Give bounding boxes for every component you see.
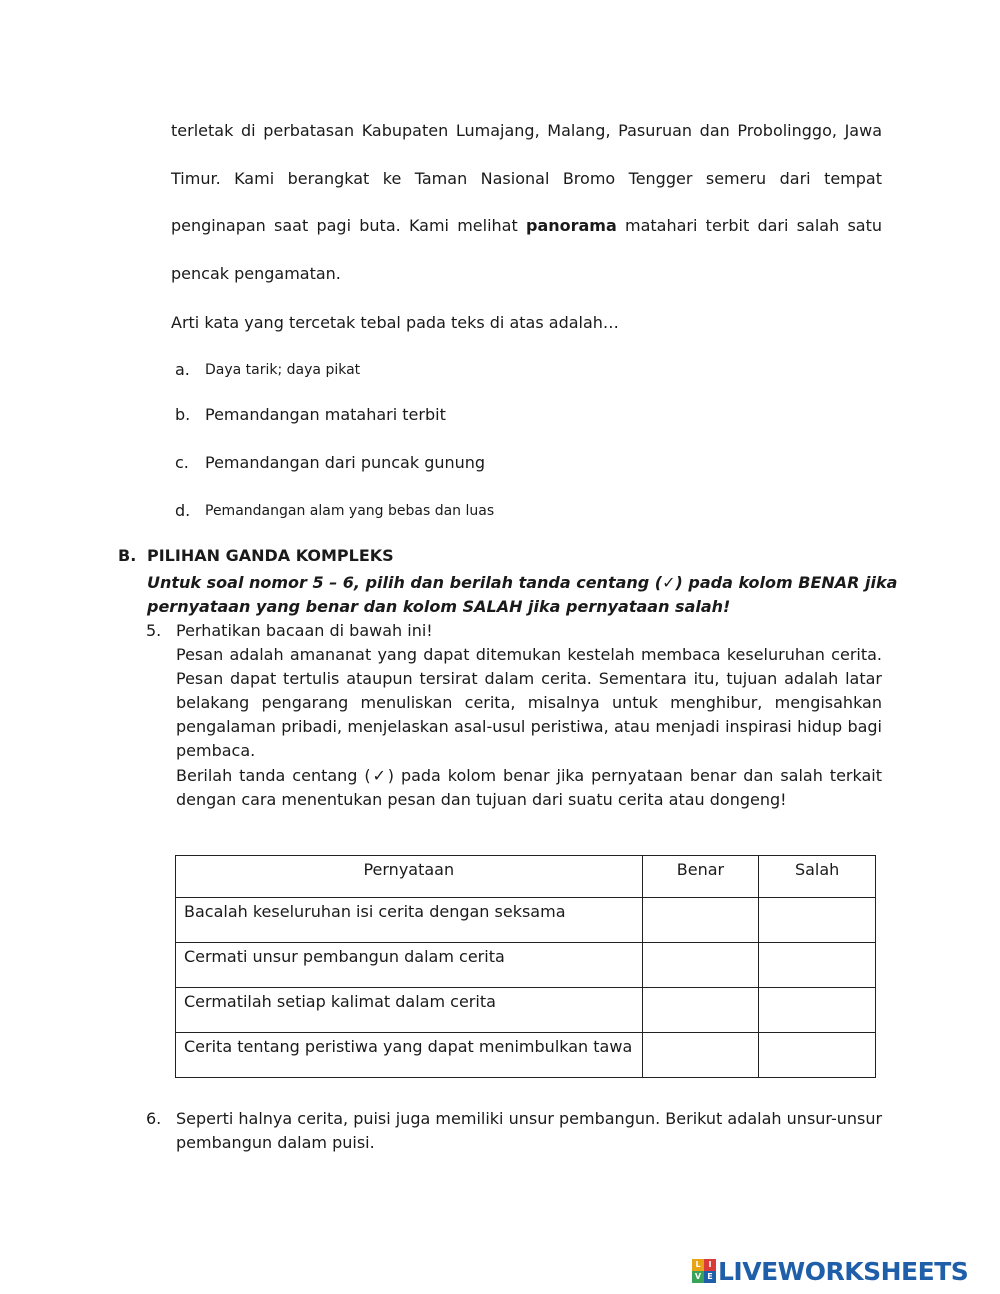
salah-checkbox-cell[interactable] (759, 1033, 876, 1078)
header-salah: Salah (759, 856, 876, 898)
liveworksheets-logo (692, 1256, 968, 1286)
section-instruction-line-1: Untuk soal nomor 5 – 6, pilih dan berilah tanda centang (✓) pada kolom BENAR jika (147, 573, 898, 592)
table-header-row (176, 856, 876, 898)
question-5-line: dengan cara menentukan pesan dan tujuan dari suatu cerita atau dongeng! (176, 790, 787, 809)
header-pernyataan: Pernyataan (176, 856, 643, 898)
statement-table (175, 855, 876, 1078)
question-5-line: Perhatikan bacaan di bawah ini! (176, 621, 433, 640)
question-5-line: pengalaman pribadi, menjelaskan asal-usul peristiwa, atau menjadi inspirasi hidup bagi (176, 717, 882, 736)
question-5-line: Pesan adalah amananat yang dapat ditemukan kestelah membaca keseluruhan cerita. (176, 645, 882, 664)
bold-word: panorama (525, 216, 617, 235)
question-4-prompt: Arti kata yang tercetak tebal pada teks di atas adalah… (171, 313, 619, 332)
option-b-text[interactable]: Pemandangan matahari terbit (205, 405, 446, 424)
salah-checkbox-cell[interactable] (759, 943, 876, 988)
option-d-letter: d. (175, 501, 191, 520)
section-instruction-line-2: pernyataan yang benar dan kolom SALAH jika pernyataan salah! (147, 597, 731, 616)
header-benar: Benar (642, 856, 759, 898)
passage-line-3 (171, 216, 882, 235)
option-c-text[interactable]: Pemandangan dari puncak gunung (205, 453, 486, 472)
section-title: PILIHAN GANDA KOMPLEKS (147, 546, 394, 565)
logo-mark-letter: V (692, 1271, 704, 1283)
option-c-letter: c. (175, 453, 189, 472)
statement-cell: Cermatilah setiap kalimat dalam cerita (176, 988, 643, 1033)
question-5-number: 5. (146, 621, 162, 640)
option-a-text[interactable]: Daya tarik; daya pikat (205, 362, 361, 378)
logo-mark-letter: I (704, 1259, 716, 1271)
statement-cell: Bacalah keseluruhan isi cerita dengan seksama (176, 898, 643, 943)
statement-cell: Cerita tentang peristiwa yang dapat menimbulkan tawa (176, 1033, 643, 1078)
table-row (176, 898, 876, 943)
table-row (176, 943, 876, 988)
question-5-line: Berilah tanda centang (✓) pada kolom benar jika pernyataan benar dan salah terkait (176, 766, 882, 785)
option-b-letter: b. (175, 405, 191, 424)
table-row (176, 988, 876, 1033)
benar-checkbox-cell[interactable] (642, 943, 759, 988)
passage-line-4: pencak pengamatan. (171, 264, 341, 283)
question-6-number: 6. (146, 1109, 162, 1128)
benar-checkbox-cell[interactable] (642, 898, 759, 943)
question-5-line: pembaca. (176, 741, 256, 760)
logo-text: LIVEWORKSHEETS (718, 1256, 969, 1286)
logo-mark-icon (692, 1259, 716, 1283)
salah-checkbox-cell[interactable] (759, 988, 876, 1033)
passage-line-1: terletak di perbatasan Kabupaten Lumajang, Malang, Pasuruan dan Probolinggo, Jawa (171, 121, 882, 140)
benar-checkbox-cell[interactable] (642, 1033, 759, 1078)
passage-text: matahari terbit dari salah satu (616, 216, 882, 235)
statement-cell: Cermati unsur pembangun dalam cerita (176, 943, 643, 988)
option-d-text[interactable]: Pemandangan alam yang bebas dan luas (205, 503, 495, 519)
question-6-line-2: pembangun dalam puisi. (176, 1133, 375, 1152)
table-row (176, 1033, 876, 1078)
question-6-line-1: Seperti halnya cerita, puisi juga memiliki unsur pembangun. Berikut adalah unsur-unsur (176, 1109, 883, 1128)
logo-mark-letter: E (704, 1271, 716, 1283)
logo-mark-letter: L (692, 1259, 704, 1271)
question-5-line: Pesan dapat tertulis ataupun tersirat dalam cerita. Sementara itu, tujuan adalah latar (176, 669, 882, 688)
section-letter: B. (118, 546, 137, 565)
benar-checkbox-cell[interactable] (642, 988, 759, 1033)
salah-checkbox-cell[interactable] (759, 898, 876, 943)
question-5-line: belakang pengarang menuliskan cerita, misalnya untuk menghibur, mengisahkan (176, 693, 882, 712)
passage-line-2: Timur. Kami berangkat ke Taman Nasional Bromo Tengger semeru dari tempat (171, 169, 882, 188)
option-a-letter: a. (175, 360, 190, 379)
passage-text: penginapan saat pagi buta. Kami melihat (171, 216, 526, 235)
